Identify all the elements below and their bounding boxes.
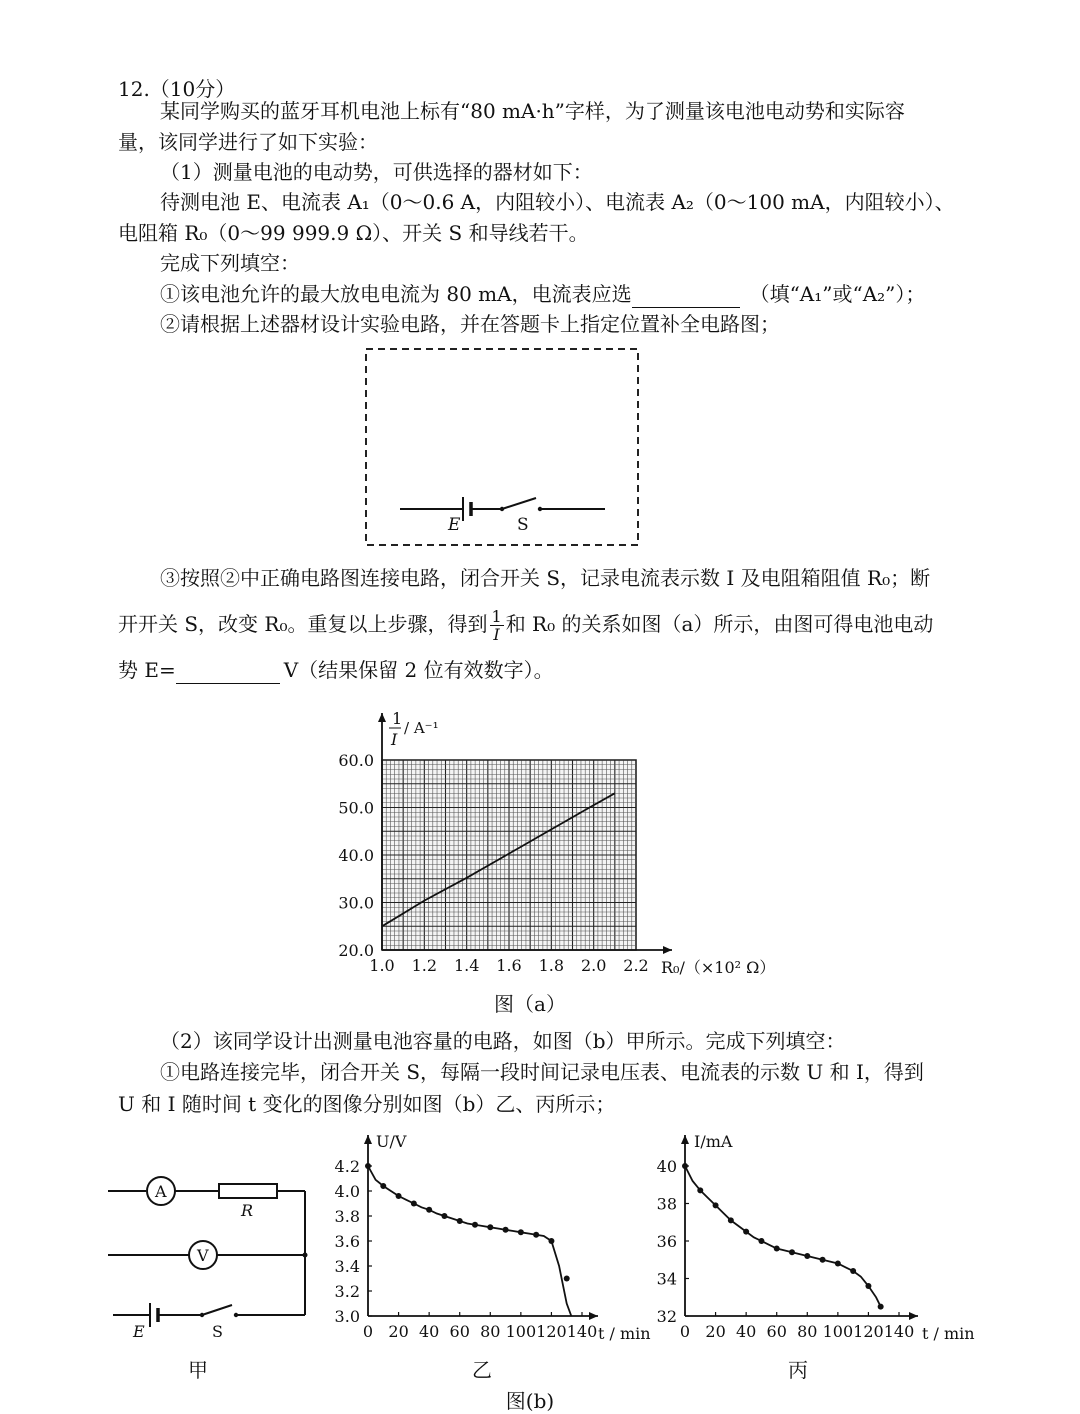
x-tick-label: 0 [679,1322,691,1341]
data-point [789,1249,795,1255]
subquestion-1-text: ①该电池允许的最大放电电流为 80 mA，电流表应选 [160,282,632,306]
x-tick-label: 1.6 [496,956,522,975]
data-point [682,1163,688,1169]
y-tick-label: 40.0 [338,846,374,865]
subquestion-2: ②请根据上述器材设计实验电路，并在答题卡上指定位置补全电路图； [160,312,780,336]
switch-label: S [517,515,529,535]
y-tick-label: 3.6 [334,1232,360,1251]
figure-bing-caption: 丙 [788,1358,808,1382]
x-tick-label: 20 [705,1322,726,1341]
subquestion-1-hint: （填“A₁”或“A₂”）； [749,282,926,306]
y-tick-label: 20.0 [338,941,374,960]
y-axis-arrow [681,1135,689,1144]
figure-a-ylabel-unit: / A⁻¹ [404,719,439,737]
figure-a-xlabel: R₀/（×10² Ω） [661,958,776,977]
data-point [697,1187,703,1193]
question-number: 12.（10分） [118,77,236,101]
emf-unit-note: V（结果保留 2 位有效数字）。 [283,658,554,682]
part1-title: （1）测量电池的电动势，可供选择的器材如下： [160,160,593,184]
x-tick-label: 100 [505,1322,537,1341]
figure-bing-ylabel: I/mA [694,1132,733,1151]
x-tick-label: 60 [449,1322,470,1341]
x-tick-label: 140 [566,1322,598,1341]
x-tick-label: 120 [853,1322,884,1341]
data-point [758,1238,764,1244]
y-tick-label: 40 [656,1157,677,1176]
circuit-jia-caption: 甲 [188,1358,208,1382]
data-point [713,1202,719,1208]
x-tick-label: 40 [418,1322,440,1341]
x-tick-label: 80 [797,1322,818,1341]
y-tick-label: 30.0 [338,893,374,913]
series-line [685,1166,881,1307]
y-tick-label: 50.0 [338,798,374,818]
figure-yi-caption: 乙 [472,1358,492,1382]
x-tick-label: 1.8 [538,956,565,975]
y-tick-label: 3.8 [334,1207,360,1226]
y-tick-label: 60.0 [338,751,374,770]
x-axis-arrow [909,1312,918,1320]
x-tick-label: 40 [735,1322,757,1341]
y-tick-label: 4.2 [334,1157,360,1176]
data-point [835,1261,841,1267]
x-tick-label: 140 [883,1322,915,1341]
y-tick-label: 4.0 [334,1182,360,1201]
y-tick-label: 34 [656,1269,677,1289]
figure-bing-xlabel: t / min [922,1324,975,1343]
x-tick-label: 1.2 [411,956,438,975]
part1-fill-instruction: 完成下列填空： [160,251,300,275]
figure-a-ylabel-num: 1 [392,709,403,728]
x-tick-label: 60 [766,1322,787,1341]
y-tick-label: 3.0 [334,1307,360,1326]
part1-items-line-1: 待测电池 E、电流表 A₁（0～0.6 A，内阻较小）、电流表 A₂（0～100 mA，内阻较小）、 [160,190,955,214]
x-tick-label: 80 [480,1322,501,1341]
x-tick-label: 2.0 [580,956,607,975]
subquestion-3-text-a: 开开关 S，改变 R₀。重复以上步骤，得到 [118,612,488,636]
x-tick-label: 2.2 [623,956,649,975]
figure-a-ylabel-den: I [391,730,398,749]
figure-yi-xlabel: t / min [598,1324,651,1343]
ammeter-label: A [155,1182,167,1201]
y-tick-label: 3.4 [334,1257,360,1276]
figure-a-caption: 图（a） [494,992,566,1016]
part2-title: （2）该同学设计出测量电池容量的电路，如图（b）甲所示。完成下列填空： [160,1029,846,1053]
data-point [820,1257,826,1263]
x-tick-label: 1.4 [453,956,480,975]
data-point [850,1268,856,1274]
data-point [878,1304,884,1310]
x-tick-label: 100 [822,1322,854,1341]
subquestion-3-line-1: ③按照②中正确电路图连接电路，闭合开关 S，记录电流表示数 I 及电阻箱阻值 R₀；断 [160,566,931,590]
x-tick-label: 20 [388,1322,409,1341]
figure-yi-ylabel: U/V [376,1132,407,1151]
battery-label: E [448,515,461,535]
reciprocal-current-fraction: $\frac{1}{I}$ [491,607,502,644]
y-tick-label: 36 [656,1232,677,1251]
resistor-label: R [241,1201,254,1220]
intro-line-2: 量，该同学进行了如下实验： [118,130,378,154]
part2-subquestion-1-line-2: U 和 I 随时间 t 变化的图像分别如图（b）乙、丙所示； [118,1092,616,1116]
x-tick-label: 120 [536,1322,567,1341]
part2-subquestion-1-line-1: ①电路连接完毕，闭合开关 S，每隔一段时间记录电压表、电流表的示数 U 和 I，得到 [160,1060,924,1084]
intro-line-1: 某同学购买的蓝牙耳机电池上标有“80 mA·h”字样，为了测量该电池电动势和实际容 [160,99,905,123]
data-point [804,1253,810,1259]
voltmeter-label: V [197,1246,209,1265]
y-tick-label: 3.2 [334,1282,360,1301]
y-tick-label: 32 [656,1307,677,1326]
data-point [743,1229,749,1235]
data-point [728,1217,734,1223]
part1-items-line-2: 电阻箱 R₀（0～99 999.9 Ω）、开关 S 和导线若干。 [118,221,589,245]
x-tick-label: 1.0 [369,956,395,975]
emf-label: 势 E= [118,658,176,682]
data-point [774,1246,780,1252]
subquestion-3-text-b: 和 R₀ 的关系如图（a）所示，由图可得电池电动 [505,612,934,636]
figure-b-caption: 图(b) [505,1389,555,1413]
data-point [865,1283,871,1289]
switch-jia-label: S [212,1322,223,1341]
battery-jia-label: E [133,1322,145,1341]
y-tick-label: 38 [656,1194,677,1214]
x-tick-label: 0 [362,1322,374,1341]
